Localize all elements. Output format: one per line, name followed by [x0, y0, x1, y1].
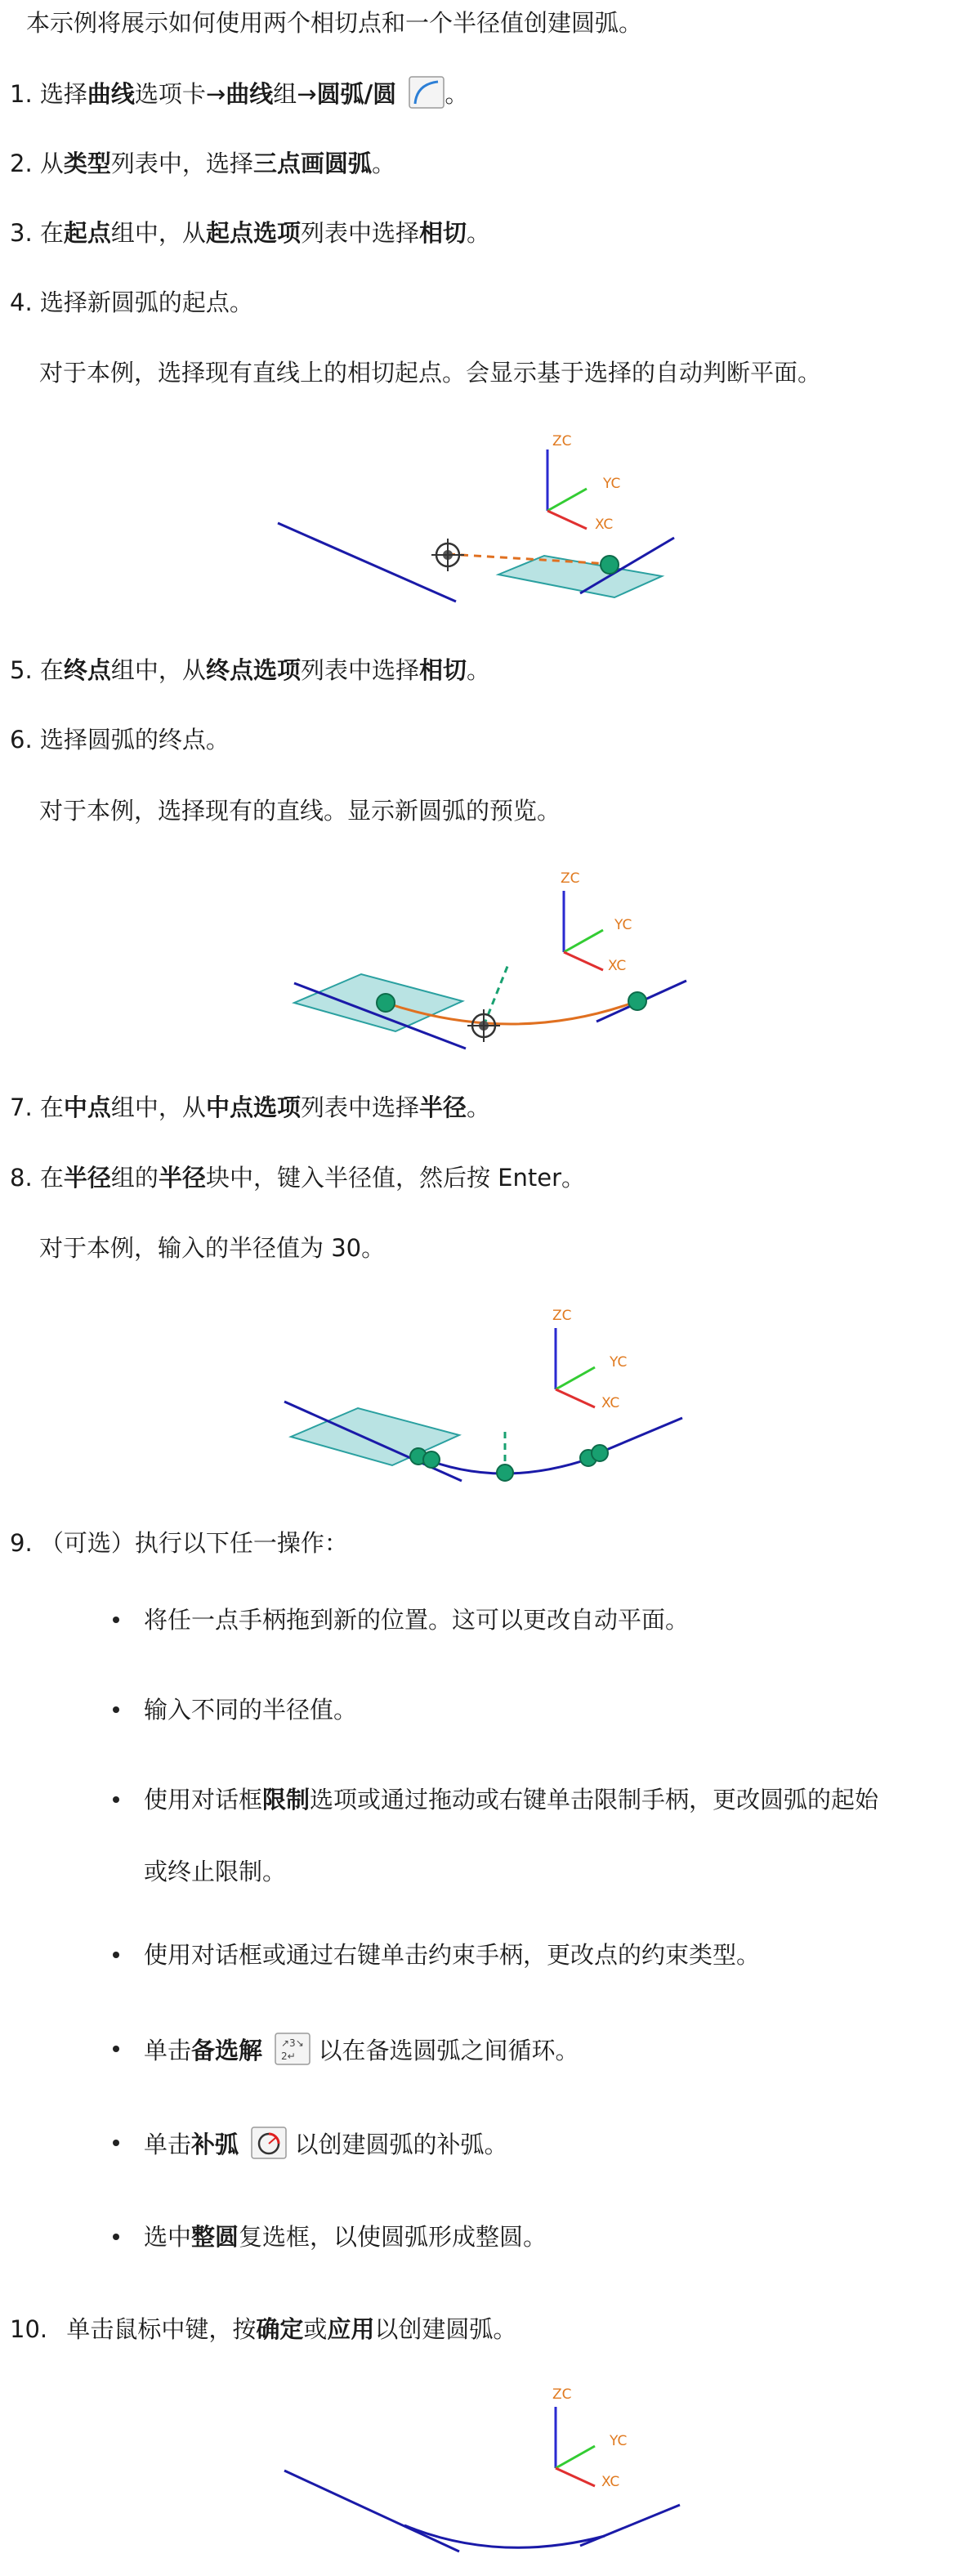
bullet-item [144, 2127, 507, 2161]
bullet-text: 以在备选圆弧之间循环。 [318, 2037, 579, 2064]
ui-term: 限制 [262, 1786, 311, 1813]
step-text: 在 [39, 1093, 64, 1121]
bullet-text: 单击 [144, 2131, 192, 2158]
ui-term: 起点 [63, 219, 111, 247]
step-number: 2. [10, 150, 33, 177]
ui-term: 类型 [63, 150, 111, 177]
end-point-handle [592, 1445, 608, 1461]
ui-term: 补弧 [191, 2131, 239, 2158]
axis-label-z: ZC [552, 2386, 572, 2403]
step-number: 4. [10, 288, 33, 316]
axis-label-x: XC [601, 1395, 620, 1411]
figure-end-point [245, 862, 768, 1067]
bullet-marker [113, 1617, 119, 1623]
axis-label-y: YC [614, 917, 632, 933]
step-text: 。 [466, 1093, 490, 1121]
snap-cursor-icon [467, 1009, 500, 1042]
step-text: 或 [303, 2315, 328, 2343]
step-text: 组中，从 [110, 656, 206, 684]
step-text: 组→ [273, 80, 317, 108]
step-text: 选择新圆弧的起点。 [39, 288, 253, 316]
step-1 [10, 76, 468, 110]
step-text: 。 [445, 80, 469, 108]
axis-label-y: YC [610, 1354, 628, 1371]
ui-term: 曲线 [87, 80, 135, 108]
intro-text: 本示例将展示如何使用两个相切点和一个半径值创建圆弧。 [26, 9, 643, 37]
bullet-text: 选项或通过拖动或右键单击限制手柄，更改圆弧的起始 [310, 1786, 879, 1813]
axis-label-z: ZC [561, 870, 580, 887]
bullet-text: 复选框，以使圆弧形成整圆。 [239, 2223, 547, 2251]
ui-term: 相切 [418, 219, 467, 247]
step-text: 在 [39, 656, 64, 684]
ui-term: 起点选项 [205, 219, 301, 247]
step-number: 1. [10, 80, 33, 108]
coordinate-axes [561, 870, 632, 974]
step-text: 。 [466, 656, 490, 684]
step-2 [10, 147, 395, 180]
step-number: 6. [10, 726, 33, 754]
step-text: 以创建圆弧。 [374, 2315, 517, 2343]
arc-circle-icon [409, 76, 445, 109]
step-text: 列表中选择 [300, 656, 419, 684]
bullet-item: 将任一点手柄拖到新的位置。这可以更改自动平面。 [144, 1606, 690, 1634]
ui-term: 三点画圆弧 [252, 150, 372, 177]
bullet-text: 使用对话框 [144, 1786, 263, 1813]
icon-glyph: ↗3↘ [281, 2037, 304, 2049]
axis-label-x: XC [608, 958, 627, 974]
bullet-text: 选中 [144, 2223, 192, 2251]
step-text: 选择圆弧的终点。 [39, 726, 230, 754]
ui-term: 半径 [63, 1164, 111, 1192]
bullet-item [144, 1783, 878, 1816]
ui-term: 半径 [158, 1164, 206, 1192]
bullet-item-continued: 或终止限制。 [144, 1858, 287, 1885]
step-text: 从 [39, 150, 64, 177]
step-6 [10, 723, 230, 756]
start-point-handle [423, 1451, 440, 1468]
axis-label-x: XC [601, 2474, 620, 2490]
bullet-item: 使用对话框或通过右键单击约束手柄，更改点的约束类型。 [144, 1941, 761, 1969]
figure-result-arc [245, 2374, 768, 2570]
end-point-handle [601, 556, 619, 574]
ui-term: 备选解 [191, 2037, 263, 2064]
step-5 [10, 654, 490, 686]
step-text: 块中，键入半径值，然后按 Enter。 [205, 1164, 586, 1192]
bullet-text: 单击 [144, 2037, 192, 2064]
step-text: 在 [39, 219, 64, 247]
step-text: 组中，从 [110, 1093, 206, 1121]
start-point-handle [377, 994, 395, 1012]
step-text: 组中，从 [110, 219, 206, 247]
step-text: 选择 [39, 80, 87, 108]
figure-radius [245, 1299, 768, 1496]
bullet-item [144, 2220, 547, 2253]
axis-label-z: ZC [552, 1308, 572, 1324]
ui-term: 曲线 [226, 80, 274, 108]
coordinate-axes [552, 1308, 627, 1411]
step-10 [10, 2313, 516, 2346]
ui-term: 中点选项 [205, 1093, 301, 1121]
ui-term: 应用 [327, 2315, 375, 2343]
created-arc [404, 2525, 605, 2547]
step-4 [10, 286, 253, 319]
ui-term: 相切 [418, 656, 467, 684]
snap-cursor-icon [431, 539, 464, 571]
step-text: 。 [466, 219, 490, 247]
ui-term: 圆弧/圆 [316, 80, 397, 108]
step-number: 3. [10, 219, 33, 247]
existing-line-left [278, 523, 456, 602]
step-7 [10, 1091, 490, 1124]
step-8 [10, 1161, 585, 1194]
bullet-marker [113, 2234, 119, 2240]
existing-line-right [580, 2505, 680, 2546]
step-text: 组的 [110, 1164, 159, 1192]
step-4-note: 对于本例，选择现有直线上的相切起点。会显示基于选择的自动判断平面。 [39, 359, 822, 387]
figure-start-point [245, 421, 768, 625]
step-text: （可选）执行以下任一操作： [39, 1529, 348, 1557]
axis-label-y: YC [610, 2433, 628, 2449]
bullet-item [144, 2033, 579, 2067]
step-text: 单击鼠标中键，按 [66, 2315, 257, 2343]
ui-term: 中点 [63, 1093, 111, 1121]
step-text: 列表中选择 [300, 1093, 419, 1121]
axis-label-y: YC [603, 476, 621, 492]
step-number: 10. [10, 2315, 48, 2343]
step-number: 8. [10, 1164, 33, 1192]
mid-point-handle [497, 1465, 513, 1481]
bullet-text: 以创建圆弧的补弧。 [294, 2131, 508, 2158]
step-6-note: 对于本例，选择现有的直线。显示新圆弧的预览。 [39, 797, 561, 825]
step-text: 。 [371, 150, 395, 177]
existing-line-left [284, 2471, 459, 2551]
bullet-marker [113, 2046, 119, 2052]
step-text: 列表中，选择 [110, 150, 253, 177]
ui-term: 终点 [63, 656, 111, 684]
step-number: 9. [10, 1529, 33, 1557]
alternate-solution-icon [275, 2033, 311, 2065]
step-number: 5. [10, 656, 33, 684]
ui-term: 终点选项 [205, 656, 301, 684]
step-8-note: 对于本例，输入的半径值为 30。 [39, 1234, 386, 1262]
axis-label-z: ZC [552, 433, 572, 449]
complement-arc-icon [251, 2127, 287, 2159]
bullet-marker [113, 1796, 119, 1803]
step-number: 7. [10, 1093, 33, 1121]
coordinate-axes [547, 433, 620, 533]
step-text: 选项卡→ [134, 80, 226, 108]
step-text: 在 [39, 1164, 64, 1192]
bullet-item: 输入不同的半径值。 [144, 1696, 358, 1724]
end-point-handle [628, 992, 646, 1010]
ui-term: 整圆 [191, 2223, 239, 2251]
icon-glyph: 2↵ [281, 2051, 296, 2062]
bullet-marker [113, 1706, 119, 1713]
step-9 [10, 1527, 348, 1559]
axis-label-x: XC [595, 517, 614, 533]
step-text: 列表中选择 [300, 219, 419, 247]
preview-dashed-line [484, 964, 508, 1026]
ui-term: 半径 [418, 1093, 467, 1121]
step-3 [10, 217, 490, 249]
bullet-marker [113, 1952, 119, 1958]
coordinate-axes [552, 2386, 627, 2490]
bullet-marker [113, 2140, 119, 2146]
ui-term: 确定 [256, 2315, 304, 2343]
